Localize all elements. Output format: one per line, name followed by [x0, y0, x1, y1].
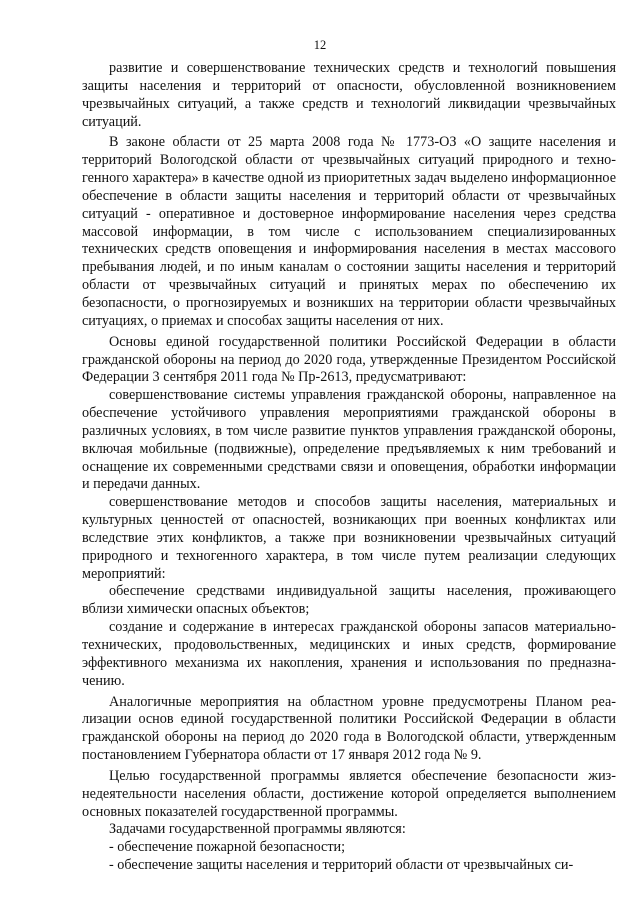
paragraph-reserves: создание и содержание в интересах гражданской обороны запасов материально-технических, продовольственных, медицинских и иных средств, формирование эффективного механизма их накопления, хранения и использования по предназначению.: [82, 619, 616, 689]
paragraph-protective-equipment: обеспечение средствами индивидуальной защиты населения, проживающего вблизи химически опасных объектов;: [82, 583, 616, 618]
paragraph-regional-plan: Аналогичные мероприятия на областном уровне предусмотрены Планом реализации основ единой государственной политики Российской Федерации в области гражданской обороны на период до 2020 года в Вологодской области, утвержденным постановлением Губернатора области от 17 января 2012 года № 9.: [82, 693, 616, 764]
paragraph-management-system: совершенствование системы управления гражданской обороны, направленное на обеспечение устойчивого управления мероприятиями гражданской обороны в различных условиях, в том числе развитие пунктов управления гражданской обороны, включая мобильные (подвижные), определение предъявляемых к ним требований и оснащение их современными средствами связи и оповещения, обработки информации и передачи данных.: [82, 387, 616, 493]
page-number: 12: [313, 38, 327, 52]
list-item-emergency-protection: - обеспечение защиты населения и территорий области от чрезвычайных си-: [109, 857, 574, 874]
list-item-fire-safety: - обеспечение пожарной безопасности;: [109, 839, 346, 856]
paragraph-program-tasks: Задачами государственной программы являются:: [109, 821, 406, 838]
paragraph-federal-policy: Основы единой государственной политики Российской Федерации в области гражданской обороны на период до 2020 года, утвержденные Президентом Российской Федерации 3 сентября 2011 года № Пр-2613, предусматривают:: [82, 333, 616, 386]
paragraph-program-goal: Целью государственной программы является обеспечение безопасности жизнедеятельности населения области, достижение которой определяется выполнением основных показателей государственной программы.: [82, 767, 616, 820]
document-body: [82, 60, 616, 875]
paragraph-regional-law: В законе области от 25 марта 2008 года № 1773-ОЗ «О защите населения и территорий Вологодской области от чрезвычайных ситуаций природного и техногенного характера» в качестве одной из приоритетных задач выделено информационное обеспечение в области защиты населения и территорий области от чрезвычайных ситуаций - оперативное и достоверное информирование населения через средства массовой информации, в том числе с использованием специализированных технических средств оповещения и информирования населения в местах массового пребывания людей, и по иным каналам о состоянии защиты населения и территорий области от чрезвычайных ситуаций и принятых мерах по обеспечению их безопасности, о прогнозируемых и возникших на территории области чрезвычайных ситуациях, о приемах и способах защиты населения от них.: [82, 134, 616, 329]
paragraph-tech-development: развитие и совершенствование технических средств и технологий повышения защиты населения и территорий от опасности, обусловленной возникновением чрезвычайных ситуаций, а также средств и технологий ликвидации чрезвычайных ситуаций.: [82, 60, 616, 130]
paragraph-protection-methods: совершенствование методов и способов защиты населения, материальных и культурных ценностей от опасностей, возникающих при военных конфликтах или вследствие этих конфликтов, а также при возникновении чрезвычайных ситуаций природного и техногенного характера, в том числе путем реализации следующих мероприятий:: [82, 494, 616, 582]
